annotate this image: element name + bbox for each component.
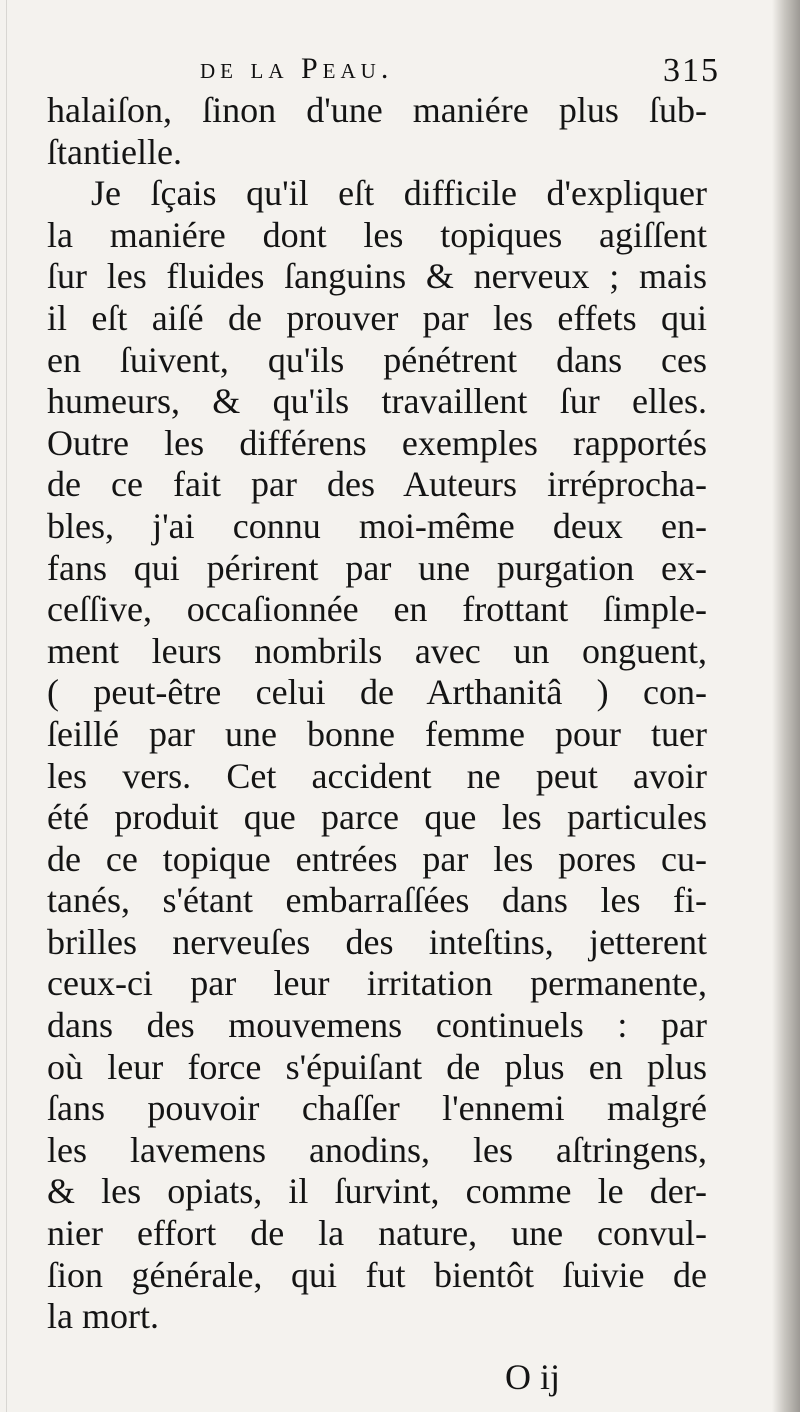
text-line: ſans pouvoir chaſſer l'ennemi malgré xyxy=(47,1088,707,1129)
text-line: & les opiats, il ſurvint, comme le der- xyxy=(47,1171,707,1212)
page-spine-shadow xyxy=(772,0,800,1412)
text-line: ſion générale, qui fut bientôt ſuivie de xyxy=(47,1254,707,1295)
text-line: brilles nerveuſes des inteſtins, jetterent xyxy=(47,921,707,962)
text-line: de ce topique entrées par les pores cu- xyxy=(47,838,707,879)
text-line: halaiſon, ſinon d'une maniére plus ſub- xyxy=(47,90,707,130)
page-header xyxy=(200,46,730,96)
text-line: ment leurs nombrils avec un onguent, xyxy=(47,630,707,671)
text-line: ſeillé par une bonne femme pour tuer xyxy=(47,713,707,754)
text-line: les vers. Cet accident ne peut avoir xyxy=(47,755,707,796)
body-text xyxy=(47,90,707,1338)
text-line: ceſſive, occaſionnée en frottant ſimple- xyxy=(47,589,707,630)
running-title: de la Peau. xyxy=(200,52,394,85)
text-line: la maniére dont les topiques agiſſent xyxy=(47,214,707,255)
catchword: O ij xyxy=(505,1357,561,1397)
text-line: il eſt aiſé de prouver par les effets qui xyxy=(47,297,707,338)
text-line: en ſuivent, qu'ils pénétrent dans ces xyxy=(47,339,707,380)
page-edge-line xyxy=(6,0,7,1412)
text-line: fans qui périrent par une purgation ex- xyxy=(47,547,707,588)
text-line: Je ſçais qu'il eſt difficile d'expliquer xyxy=(91,173,707,214)
page-number: 315 xyxy=(663,52,720,89)
text-line: humeurs, & qu'ils travaillent ſur elles. xyxy=(47,381,707,422)
text-line: la mort. xyxy=(47,1296,159,1337)
text-line: les lavemens anodins, les aſtringens, xyxy=(47,1129,707,1170)
text-line: ( peut-être celui de Arthanitâ ) con- xyxy=(47,672,707,713)
text-line: nier effort de la nature, une convul- xyxy=(47,1213,707,1254)
text-line: ſtantielle. xyxy=(47,131,182,172)
text-line: bles, j'ai connu moi-même deux en- xyxy=(47,505,707,546)
text-line: où leur force s'épuiſant de plus en plus xyxy=(47,1046,707,1087)
text-line: ſur les fluides ſanguins & nerveux ; mais xyxy=(47,256,707,297)
text-line: dans des mouvemens continuels : par xyxy=(47,1005,707,1046)
text-line: été produit que parce que les particules xyxy=(47,797,707,838)
text-line: tanés, s'étant embarraſſées dans les fi- xyxy=(47,880,707,921)
text-line: Outre les différens exemples rapportés xyxy=(47,422,707,463)
text-line: ceux-ci par leur irritation permanente, xyxy=(47,963,707,1004)
text-line: de ce fait par des Auteurs irréprocha- xyxy=(47,464,707,505)
